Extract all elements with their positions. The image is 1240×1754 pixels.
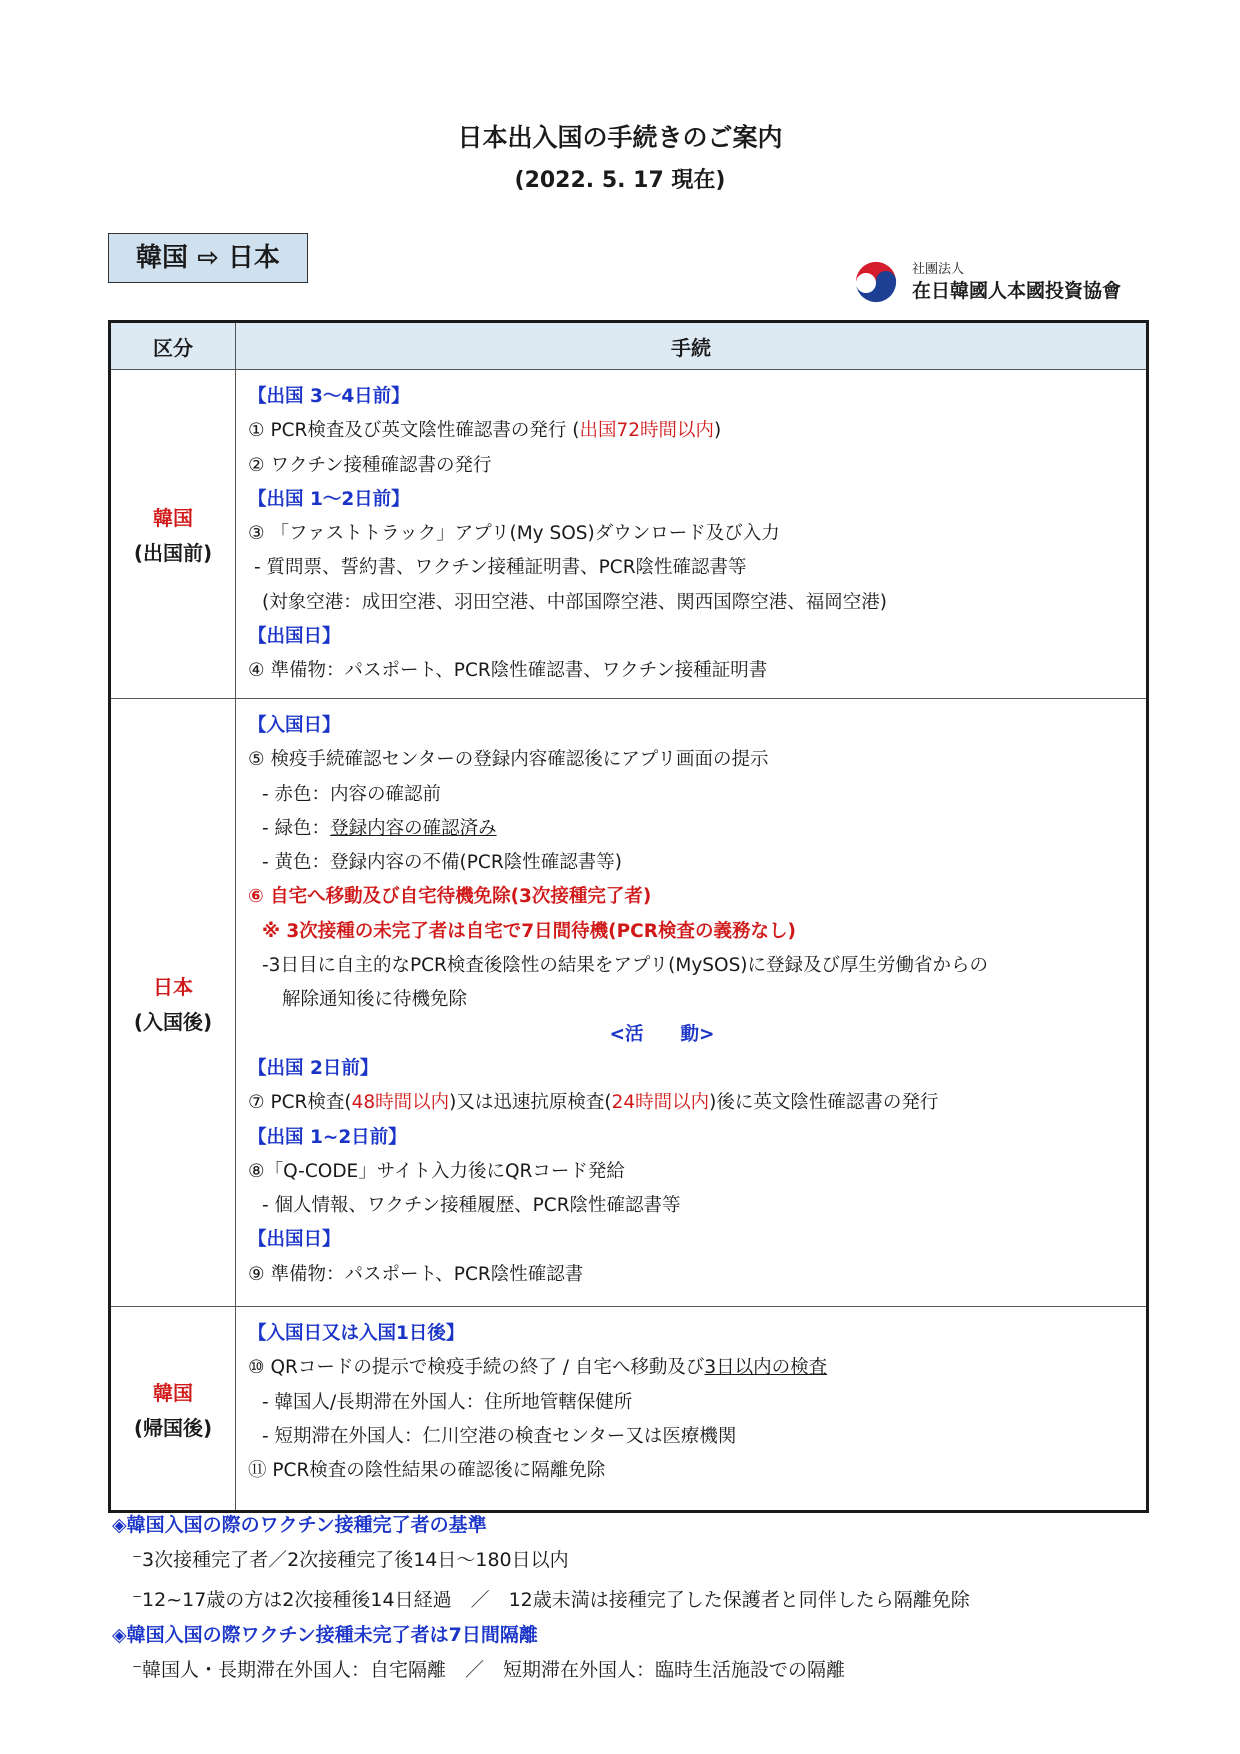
category-phase: (出国前) bbox=[133, 541, 213, 565]
as-of-date: (2022. 5. 17 現在) bbox=[514, 168, 726, 193]
step-detail: (対象空港：成田空港、羽田空港、中部国際空港、関西国際空港、福岡空港) bbox=[262, 591, 887, 613]
category-phase: (帰国後) bbox=[133, 1415, 213, 1440]
step-detail: -3日目に自主的なPCR検査後陰性の結果をアプリ(MySOS)に登録及び厚生労働省からの bbox=[262, 955, 989, 977]
step-item: ⑩ QRコードの提示で検疫手続の終了 / 自宅へ移動及び3日以内の検査 bbox=[248, 1357, 828, 1379]
association-logo bbox=[852, 258, 1142, 304]
row-procedure bbox=[236, 1307, 1148, 1512]
step-detail: - 緑色：登録内容の確認済み bbox=[262, 817, 497, 839]
step-item: ⑦ PCR検査(48時間以内)又は迅速抗原検査(24時間以内)後に英文陰性確認書の発行 bbox=[248, 1092, 939, 1114]
step-item: ⑧「Q-CODE」サイト入力後にQRコード発給 bbox=[248, 1160, 625, 1182]
logo-line1: 社團法人 bbox=[912, 262, 965, 277]
category-country: 韓国 bbox=[153, 506, 193, 530]
step-detail: - 黄色：登録内容の不備(PCR陰性確認書等) bbox=[262, 852, 622, 874]
step-heading: 【出国 1～2日前】 bbox=[248, 488, 410, 510]
step-heading: 【出国 1~2日前】 bbox=[248, 1126, 407, 1148]
step-item: ① PCR検査及び英文陰性確認書の発行 (出国72時間以内) bbox=[248, 420, 722, 442]
row-category bbox=[110, 699, 236, 1307]
category-phase: (入国後) bbox=[133, 1009, 213, 1034]
step-detail: - 赤色：内容の確認前 bbox=[262, 783, 442, 805]
category-country: 韓国 bbox=[153, 1380, 193, 1405]
step-detail: - 個人情報、ワクチン接種履歴、PCR陰性確認書等 bbox=[262, 1195, 681, 1217]
logo-mark-icon bbox=[852, 260, 902, 304]
step-note: ※ 3次接種の未完了者は自宅で7日間待機(PCR検査の義務なし) bbox=[262, 920, 796, 942]
note-item: ⁻韓国人・長期滞在外国人：自宅隔離 ／ 短期滞在外国人：臨時生活施設での隔離 bbox=[132, 1659, 846, 1681]
step-detail: 解除通知後に待機免除 bbox=[282, 989, 468, 1011]
logo-line2: 在日韓國人本國投資協會 bbox=[912, 280, 1122, 302]
step-heading: 【出国日】 bbox=[248, 1229, 341, 1251]
note-heading: ◈韓国入国の際のワクチン接種完了者の基準 bbox=[112, 1514, 487, 1536]
row-procedure bbox=[236, 699, 1148, 1307]
step-item: ⑪ PCR検査の陰性結果の確認後に隔離免除 bbox=[248, 1460, 606, 1482]
step-item: ⑥ 自宅へ移動及び自宅待機免除(3次接種完了者) bbox=[248, 886, 652, 908]
row-category bbox=[110, 370, 236, 699]
step-detail: - 質問票、誓約書、ワクチン接種証明書、PCR陰性確認書等 bbox=[254, 557, 747, 579]
step-item: ② ワクチン接種確認書の発行 bbox=[248, 454, 492, 476]
direction-label: 韓国 ⇨ 日本 bbox=[108, 233, 308, 283]
step-detail: - 短期滞在外国人：仁川空港の検査センター又は医療機関 bbox=[262, 1425, 737, 1447]
step-item: ⑨ 準備物：パスポート、PCR陰性確認書 bbox=[248, 1263, 584, 1285]
row-category bbox=[110, 1307, 236, 1512]
note-item: ⁻3次接種完了者／2次接種完了後14日～180日以内 bbox=[132, 1549, 569, 1571]
step-heading: 【出国 2日前】 bbox=[248, 1057, 379, 1079]
note-item: ⁻12~17歳の方は2次接種後14日経過 ／ 12歳未満は接種完了した保護者と同伴したら隔離免除 bbox=[132, 1589, 970, 1611]
table-header-row bbox=[110, 322, 1148, 370]
procedure-table bbox=[108, 320, 1149, 1513]
step-item: ③ 「ファストトラック」アプリ(My SOS)ダウンロード及び入力 bbox=[248, 523, 780, 545]
table-row bbox=[110, 1307, 1148, 1512]
table-row bbox=[110, 699, 1148, 1307]
notes-section bbox=[112, 1510, 1152, 1690]
step-heading: 【出国 3～4日前】 bbox=[248, 386, 410, 407]
step-heading: 【出国日】 bbox=[248, 626, 341, 648]
step-heading: 【入国日又は入国1日後】 bbox=[248, 1323, 465, 1344]
table-row bbox=[110, 370, 1148, 699]
header-category: 区分 bbox=[110, 322, 236, 370]
step-item: ④ 準備物：パスポート、PCR陰性確認書、ワクチン接種証明書 bbox=[248, 660, 768, 682]
page-title: 日本出入国の手続きのご案内 bbox=[457, 123, 783, 152]
activity-subheading: <活 動> bbox=[609, 1023, 715, 1045]
header-procedure: 手続 bbox=[236, 322, 1148, 370]
row-procedure bbox=[236, 370, 1148, 699]
category-country: 日本 bbox=[153, 974, 193, 999]
note-heading: ◈韓国入国の際ワクチン接種未完了者は7日間隔離 bbox=[112, 1624, 538, 1646]
step-detail: - 韓国人/長期滞在外国人：住所地管轄保健所 bbox=[262, 1391, 633, 1413]
step-heading: 【入国日】 bbox=[248, 715, 341, 736]
step-item: ⑤ 検疫手続確認センターの登録内容確認後にアプリ画面の提示 bbox=[248, 749, 769, 771]
